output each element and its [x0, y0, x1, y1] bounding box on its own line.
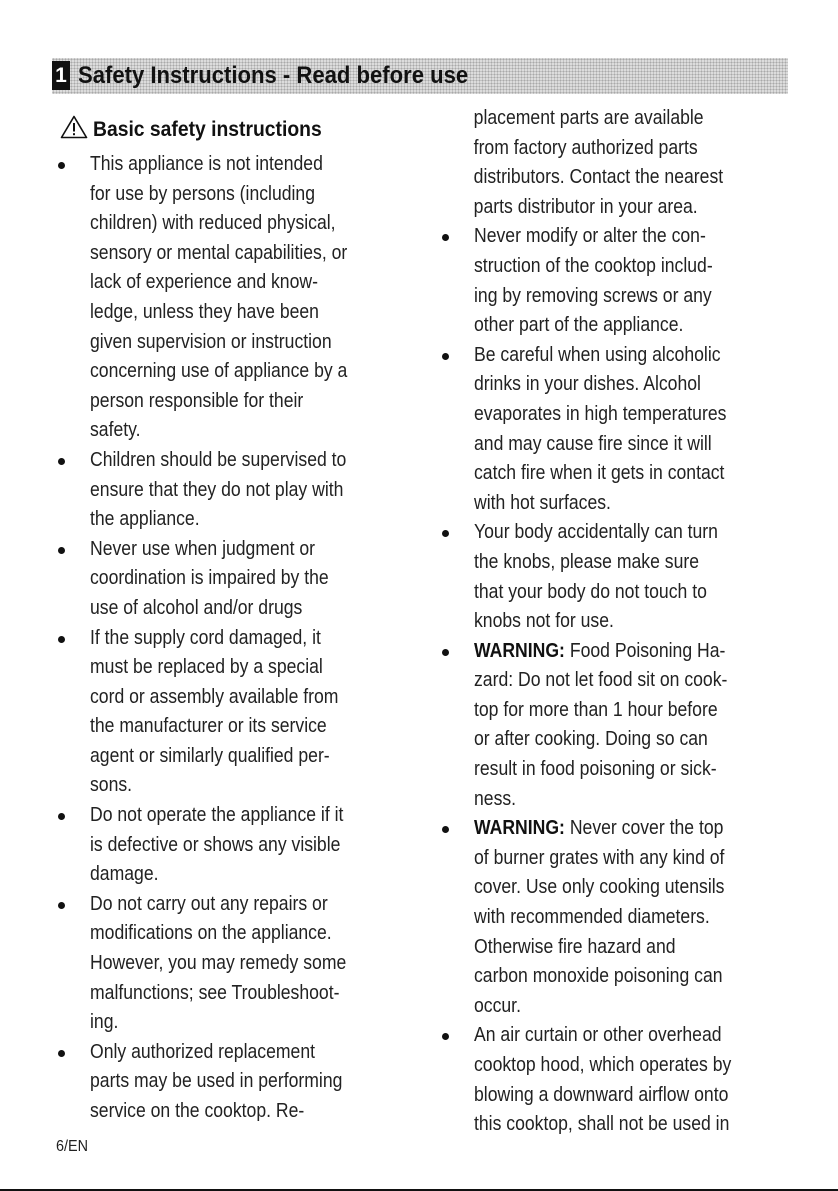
text-line: struction of the cooktop includ- — [474, 254, 713, 277]
bullet-icon — [58, 902, 65, 909]
text-line: coordination is impaired by the — [90, 567, 329, 590]
text-line: catch fire when it gets in contact — [474, 462, 725, 485]
list-item — [58, 535, 403, 624]
text-line: and may cause fire since it will — [474, 432, 712, 455]
text-line: service on the cooktop. Re- — [90, 1100, 305, 1122]
text-line: sons. — [90, 774, 133, 797]
text-line: sensory or mental capabilities, or — [90, 241, 348, 264]
bullet-icon — [58, 547, 65, 554]
text-line: Do not operate the appliance if it — [90, 804, 344, 827]
list-item — [58, 890, 403, 1038]
text-line: An air curtain or other overhead — [474, 1024, 722, 1047]
bullet-icon — [58, 813, 65, 820]
right-column — [442, 104, 787, 1140]
bullet-icon — [442, 530, 449, 537]
text-line: with recommended diameters. — [474, 906, 710, 929]
text-line: If the supply cord damaged, it — [90, 626, 321, 649]
text-line: drinks in your dishes. Alcohol — [474, 373, 701, 396]
section-title: Basic safety instructions — [93, 118, 322, 141]
text-line: result in food poisoning or sick- — [474, 758, 717, 781]
text-line: malfunctions; see Troubleshoot- — [90, 981, 340, 1004]
list-item — [442, 814, 787, 1021]
text-line: the knobs, please make sure — [474, 550, 700, 573]
list-item — [58, 150, 403, 446]
text-line: damage. — [90, 863, 159, 886]
left-bullet-list — [58, 150, 403, 1127]
text-line: ness. — [474, 787, 517, 810]
list-item — [442, 341, 787, 519]
text-line: that your body do not touch to — [474, 580, 707, 603]
text-line: Only authorized replacement — [90, 1040, 316, 1063]
list-item — [58, 446, 403, 535]
text-line: from factory authorized parts — [473, 136, 698, 159]
text-line: occur. — [474, 994, 521, 1017]
bullet-icon — [58, 162, 65, 169]
list-item — [442, 637, 787, 815]
section-banner — [52, 58, 788, 94]
text-line: cooktop hood, which operates by — [474, 1054, 732, 1076]
chapter-number-badge: 1 — [52, 61, 70, 90]
text-line: the manufacturer or its service — [90, 715, 327, 738]
bullet-icon — [442, 353, 449, 360]
text-line: carbon monoxide poisoning can — [474, 965, 723, 988]
bullet-icon — [58, 636, 65, 643]
text-line: ing. — [90, 1011, 119, 1034]
left-column — [58, 104, 403, 1127]
text-line: concerning use of appliance by a — [90, 360, 348, 383]
text-line: the appliance. — [90, 508, 200, 531]
text-line: lack of experience and know- — [90, 271, 318, 294]
text-line: of burner grates with any kind of — [474, 846, 725, 869]
bullet-icon — [442, 826, 449, 833]
text-line: given supervision or instruction — [90, 330, 332, 353]
text-line: top for more than 1 hour before — [474, 698, 718, 721]
bullet-icon — [442, 234, 449, 241]
continued-paragraph — [442, 104, 787, 222]
text-line: Be careful when using alcoholic — [474, 343, 721, 366]
warning-label: WARNING: — [474, 817, 565, 840]
warning-text: Food Poisoning Ha- — [564, 639, 726, 662]
text-line: ing by removing screws or any — [474, 284, 712, 307]
list-item — [442, 1021, 787, 1139]
text-line: cord or assembly available from — [90, 685, 339, 708]
text-line: children) with reduced physical, — [90, 212, 336, 235]
text-line: Your body accidentally can turn — [474, 521, 718, 544]
text-line: distributors. Contact the nearest — [473, 166, 724, 189]
text-line: person responsible for their — [90, 389, 304, 412]
text-line: knobs not for use. — [474, 610, 614, 633]
warning-triangle-icon — [60, 115, 88, 139]
bullet-icon — [58, 458, 65, 465]
text-line: blowing a downward airflow onto — [474, 1083, 729, 1106]
text-line: with hot surfaces. — [474, 491, 611, 514]
text-line: evaporates in high temperatures — [474, 402, 727, 425]
text-line: However, you may remedy some — [90, 952, 347, 975]
text-line — [474, 637, 749, 667]
text-line: must be replaced by a special — [90, 656, 323, 679]
page-number: 6/EN — [56, 1138, 89, 1155]
text-line — [474, 814, 749, 844]
text-line: ensure that they do not play with — [90, 478, 344, 501]
text-line: parts distributor in your area. — [473, 195, 698, 218]
text-line: this cooktop, shall not be used in — [474, 1113, 730, 1136]
warning-text: Never cover the top — [564, 817, 724, 840]
list-item — [58, 1038, 403, 1127]
text-line: is defective or shows any visible — [90, 833, 341, 856]
text-line: for use by persons (including — [90, 182, 316, 205]
bullet-icon — [58, 1050, 65, 1057]
right-bullet-list — [442, 222, 787, 1139]
text-line: placement parts are available — [473, 107, 704, 129]
text-line: agent or similarly qualified per- — [90, 744, 330, 767]
list-item — [58, 801, 403, 890]
text-line: Otherwise fire hazard and — [474, 935, 676, 958]
warning-label: WARNING: — [474, 639, 565, 662]
bullet-icon — [442, 649, 449, 656]
text-line: ledge, unless they have been — [90, 300, 319, 323]
text-line: cover. Use only cooking utensils — [474, 876, 725, 899]
text-line: Never modify or alter the con- — [474, 225, 706, 248]
text-line: modifications on the appliance. — [90, 922, 332, 945]
text-line: Children should be supervised to — [90, 448, 347, 471]
text-line: safety. — [90, 419, 141, 442]
chapter-title: Safety Instructions - Read before use — [78, 62, 469, 89]
text-line: This appliance is not intended — [90, 153, 323, 175]
list-item — [442, 518, 787, 636]
text-line: other part of the appliance. — [474, 314, 684, 337]
list-item — [58, 624, 403, 802]
section-heading — [58, 110, 403, 150]
list-item — [442, 222, 787, 340]
text-line: or after cooking. Doing so can — [474, 728, 708, 751]
text-line: Do not carry out any repairs or — [90, 892, 328, 915]
text-line: zard: Do not let food sit on cook- — [474, 669, 728, 692]
text-line: parts may be used in performing — [90, 1070, 343, 1093]
text-line: use of alcohol and/or drugs — [90, 596, 303, 619]
bullet-icon — [442, 1033, 449, 1040]
text-line: Never use when judgment or — [90, 537, 316, 560]
